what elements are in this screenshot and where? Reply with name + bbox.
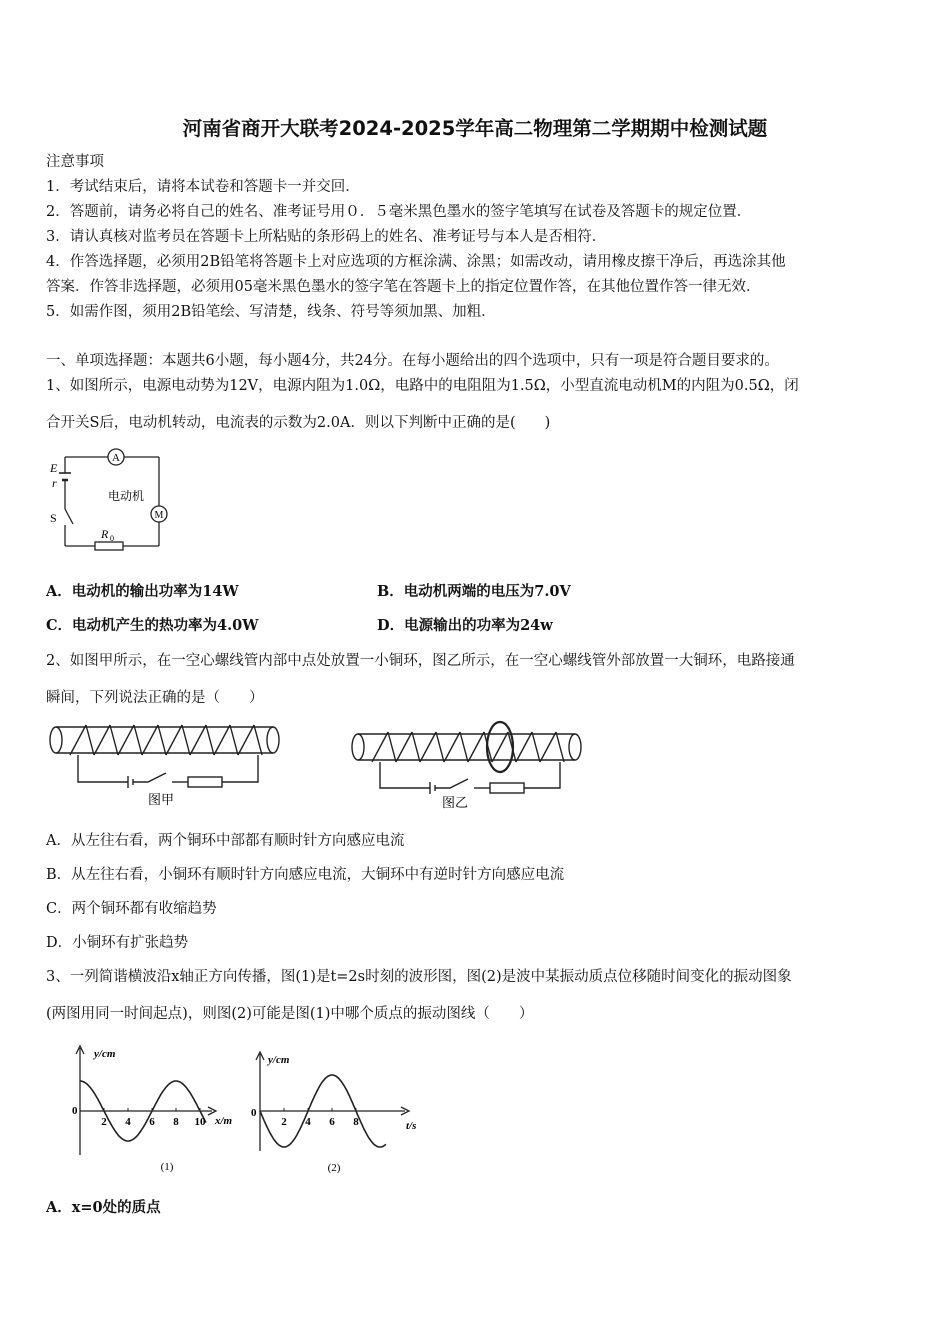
resistor-symbol: [95, 542, 123, 550]
y-axis-label: y/cm: [94, 1048, 116, 1060]
q3-stem-line1: 3、一列简谐横波沿x轴正方向传播，图(1)是t=2s时刻的波形图，图(2)是波中某振动质点位移随时间变化的振动图象: [46, 969, 792, 985]
x-tick-label: 2: [101, 1116, 107, 1128]
switch-label: S: [50, 511, 57, 525]
ammeter-label: A: [112, 452, 120, 464]
q2-option-c[interactable]: C．两个铜环都有收缩趋势: [46, 901, 217, 917]
figure-label-yi: 图乙: [442, 795, 469, 810]
resistor-subscript: 0: [110, 534, 114, 543]
emf-label: E: [50, 461, 58, 475]
notice-item: 1．考试结束后，请将本试卷和答题卡一并交回．: [46, 179, 360, 195]
page-title: 河南省商开大联考2024-2025学年高二物理第二学期期中检测试题: [182, 117, 768, 140]
wave-chart-2: [250, 1046, 440, 1186]
notice-item: 2．答题前，请务必将自己的姓名、准考证号用０．５毫米黑色墨水的签字笔填写在试卷及答题卡的规定位置．: [46, 204, 752, 220]
q1-option-a[interactable]: A．电动机的输出功率为14W: [46, 583, 239, 600]
q2-option-b[interactable]: B．从左往右看，小铜环有顺时针方向感应电流，大铜环中有逆时针方向感应电流: [46, 867, 565, 883]
figure-label-jia: 图甲: [148, 792, 175, 807]
q1-stem-line1: 1、如图所示，电源电动势为12V，电源内阻为1.0Ω，电路中的电阻阻为1.5Ω，小型直流电动机M的内阻为0.5Ω，闭: [46, 378, 799, 394]
x-axis-label: t/s: [406, 1120, 417, 1132]
q1-stem-line2: 合开关S后，电动机转动，电流表的示数为2.0A．则以下判断中正确的是( ): [46, 415, 551, 431]
motor-label: M: [154, 510, 164, 521]
q1-option-d[interactable]: D．电源输出的功率为24w: [377, 617, 553, 634]
y-axis-label: y/cm: [268, 1054, 290, 1066]
notice-item: 3．请认真核对监考员在答题卡上所粘贴的条形码上的姓名、准考证号与本人是否相符．: [46, 229, 607, 245]
x-axis-label: x/m: [215, 1115, 233, 1127]
q2-figure-jia: [48, 722, 288, 807]
q2-option-a[interactable]: A．从左往右看，两个铜环中部都有顺时针方向感应电流: [46, 833, 405, 849]
q1-option-b[interactable]: B．电动机两端的电压为7.0V: [377, 583, 571, 600]
x-tick-label: 2: [281, 1116, 287, 1128]
section-heading: 一、单项选择题：本题共6小题，每小题4分，共24分。在每小题给出的四个选项中，只有一项是符合题目要求的。: [46, 353, 779, 369]
x-tick-label: 8: [353, 1116, 359, 1128]
q2-stem-line1: 2、如图甲所示，在一空心螺线管内部中点处放置一小铜环，图乙所示，在一空心螺线管外部放置一大铜环，电路接通: [46, 653, 795, 669]
x-tick-label: 8: [173, 1116, 179, 1128]
q1-option-c[interactable]: C．电动机产生的热功率为4.0W: [46, 617, 259, 634]
resistor-label: R: [101, 527, 109, 541]
x-tick-label: 6: [329, 1116, 335, 1128]
chart-title: (1): [160, 1161, 174, 1173]
x-tick-label: 6: [149, 1116, 155, 1128]
origin-label: 0: [72, 1105, 78, 1117]
q3-stem-line2: (两图用同一时间起点)，则图(2)可能是图(1)中哪个质点的振动图线（ ）: [46, 1006, 534, 1022]
notice-item: 答案．作答非选择题，必须用05毫米黑色墨水的签字笔在答题卡上的指定位置作答，在其他位置作答一律无效．: [46, 279, 761, 295]
origin-label: 0: [251, 1107, 257, 1119]
q3-option-a[interactable]: A．x=0处的质点: [46, 1199, 161, 1216]
chart-title: (2): [327, 1162, 341, 1174]
x-tick-label: 4: [125, 1116, 131, 1128]
x-tick-label: 10: [194, 1116, 206, 1128]
q2-stem-line2: 瞬间，下列说法正确的是（ ）: [46, 690, 264, 706]
wave-chart-1: [70, 1040, 250, 1180]
notice-item: 4．作答选择题，必须用2B铅笔将答题卡上对应选项的方框涂满、涂黑；如需改动，请用橡皮擦干净后，再选涂其他: [46, 254, 786, 270]
q1-circuit-diagram: [44, 445, 184, 555]
q2-option-d[interactable]: D．小铜环有扩张趋势: [46, 935, 189, 951]
notice-heading: 注意事项: [46, 154, 104, 170]
notice-item: 5．如需作图，须用2B铅笔绘、写清楚，线条、符号等须加黑、加粗．: [46, 304, 496, 320]
internal-resistance-label: r: [52, 476, 57, 490]
x-tick-label: 4: [305, 1116, 311, 1128]
q2-figure-yi: [350, 720, 590, 810]
motor-text: 电动机: [108, 489, 145, 503]
